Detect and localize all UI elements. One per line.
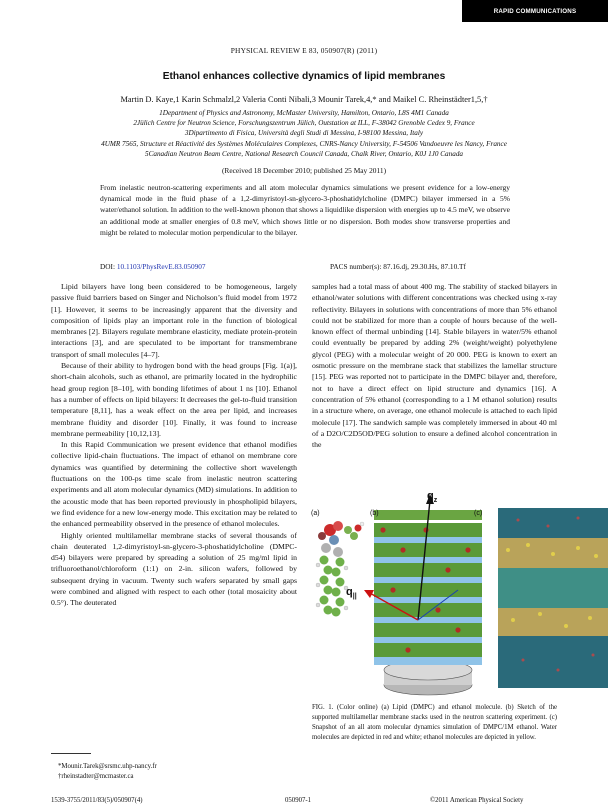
author-list: Martin D. Kaye,1 Karin Schmalzl,2 Valeria Conti Nibali,3 Mounir Tarek,4,* and Maikel C. Rheinstädter1,5,† — [120, 95, 488, 104]
panel-a-label: (a) — [311, 510, 320, 517]
affiliation-1: 1Department of Physics and Astronomy, McMaster University, Hamilton, Ontario, L8S 4M1 Canada — [159, 109, 449, 117]
lipid-molecule-icon — [316, 521, 364, 617]
figure-1-caption: FIG. 1. (Color online) (a) Lipid (DMPC) and ethanol molecule. (b) Sketch of the supported multilamellar membrane stacks used in the neutron scattering experiment. (c) Snapshot of an all atom molecular dynamics simulation of DMPC/1M ethanol. Water molecules are depicted in red and white; ethanol molecules are depicted in yellow. — [312, 704, 557, 741]
right-column — [312, 281, 557, 450]
panel-c-label: (c) — [474, 510, 483, 517]
doi-link[interactable]: 10.1103/PhysRevE.83.050907 — [116, 262, 206, 271]
paper-title: Ethanol enhances collective dynamics of lipid membranes — [162, 71, 446, 82]
md-snapshot-image — [498, 508, 608, 688]
journal-header: PHYSICAL REVIEW E 83, 050907(R) (2011) — [230, 46, 378, 55]
doi-line — [100, 262, 206, 271]
paragraph-3: In this Rapid Communication we present evidence that ethanol modifies collective lipid-chain fluctuations. The impact of ethanol on membrane core dynamics was quantified by determining the collective short wavelength fluctuations on the 100-ps time scale from inelastic neutron scattering experiments and all atom molecular dynamics (MD) simulations. In addition to the acoustic mode that has been reported previously in phospholipid bilayers, we find evidence for a new low-energy mode. This excitation may be related to the enhanced permeability observed in the presence of ethanol molecules. — [51, 440, 297, 529]
received-date: (Received 18 December 2010; published 25 May 2011) — [221, 166, 387, 175]
qz-subscript: z — [433, 497, 438, 505]
qz-symbol: q — [427, 490, 434, 502]
footer-copyright: ©2011 American Physical Society — [430, 797, 524, 804]
paragraph-2: Because of their ability to hydrogen bond with the head groups [Fig. 1(a)], short-chain alcohols, such as ethanol, are primarily located in the hydrophilic head group region [8–10], with bonding lifetimes of about 1 ns [10]. Ethanol has a number of effects on lipid bilayers: It decreases the gel-to-fluid transition temperature [8,11], has a weak effect on the area per lipid, and increases membrane fluidity and disorder [10]. Finally, it was found to increase membrane permeability [10,12,13]. — [51, 361, 297, 438]
qpar-symbol: q — [346, 586, 353, 598]
panel-b-label: (b) — [370, 510, 379, 517]
footnote-rule — [51, 753, 91, 754]
footnote-2: †rheinstadter@mcmaster.ca — [58, 773, 134, 780]
footer-issn: 1539-3755/2011/83(5)/050907(4) — [51, 797, 143, 804]
paragraph-5: samples had a total mass of about 400 mg. The stability of stacked bilayers in ethanol/water solutions with different concentrations was checked using x-ray reflectivity. Bilayers in solutions with concentrations of more than 5% ethanol could not be stabilized for more than a couple of hours because of the well-known effect of thermal unbinding [14]. Stable bilayers in water/5% ethanol could eventually be prepared by adding 2% (weight/weight) polyethylene glycol (PEG) with a molecular weight of 20 000. PEG is known to exert an osmotic pressure on the membrane stack that stabilizes the lamellar structure [15]. PEG was reported not to participate in the DMPC bilayer and, therefore, not to have a direct effect on lipid structure and dynamics [16]. A concentration of 5% ethanol (corresponding to a 1 M ethanol solution) results in a structure where, on average, one ethanol molecule is attached to each lipid molecule [17]. The sandwich sample was completely immersed in about 40 ml of a D2O/C2D5OD/PEG solution to ensure a defined alcohol concentration in the — [312, 282, 557, 450]
doi-label: DOI: — [100, 262, 115, 271]
pacs-numbers: PACS number(s): 87.16.dj, 29.30.Hs, 87.10.Tf — [330, 262, 466, 271]
footnote-1: *Mounir.Tarek@srsmc.uhp-nancy.fr — [58, 763, 157, 770]
affiliation-5: 5Canadian Neutron Beam Centre, National Research Council Canada, Chalk River, Ontario, K0J 1J0 Canada — [144, 150, 464, 158]
qpar-label — [346, 586, 357, 600]
affiliation-4: 4UMR 7565, Structure et Réactivité des Systèmes Moléculaires Complexes, CNRS-Nancy University, F-54506 Vandoeuvre les Nancy, France — [101, 140, 507, 148]
figure-1 — [308, 490, 608, 700]
affiliation-3: 3Dipartimento di Fisica, Università degli Studi di Messina, I-98100 Messina, Italy — [184, 129, 424, 137]
paragraph-1: Lipid bilayers have long been considered to be homogeneous, largely passive fluid barriers based on Singer and Nicholson’s fluid model from 1972 [1]. However, it seems to be increasingly apparent that the diversity and composition of lipids play an important role in the function of biological membranes [2]. Bilayers regulate membrane elasticity, mediate protein-protein interactions [3], and are speculated to be important for transmembrane transport of small molecules [4–7]. — [51, 282, 297, 359]
rapid-communications-banner — [462, 0, 608, 22]
affiliation-2: 2Jülich Centre for Neutron Science, Forschungszentrum Jülich, Outstation at ILL, F-38042 Grenoble Cedex 9, France — [133, 119, 475, 127]
membrane-stack-icon — [364, 494, 482, 695]
abstract: From inelastic neutron-scattering experiments and all atom molecular dynamics simulations we present evidence for a low-energy dynamical mode in the fluid phase of a 1,2-dimyristoyl-sn-glycero-3-phoshatidylcholine (DMPC) bilayer immersed in a 5% water/ethanol solution. In addition to the well-known phonon that shows a liquidlike dispersion with energies up to 4.5 meV, we observe an additional mode at smaller energies of 0.8 meV, which shows little or no dispersion. Both modes show transverse properties and might be related to molecular motion perpendicular to the bilayer. — [100, 183, 510, 237]
qz-label — [427, 490, 437, 504]
paragraph-4: Highly oriented multilamellar membrane stacks of several thousands of chain deuterated 1,2-dimyristoyl-sn-glycero-3-phoshatidylcholine (DMPC-d54) bilayers were prepared by spreading a solution of 25 mg/ml lipid in trifluoroethanol/chloroform (1:1) on 2-in. silicon wafers, followed by subsequent drying in vacuum. Twenty such wafers separated by small gaps were combined and aligned with respect to each other (total mosaicity about 0.5°). The deuterated — [51, 530, 297, 608]
bilayer-layers — [374, 510, 482, 665]
footer-page-number: 050907-1 — [285, 797, 312, 804]
left-column — [51, 281, 297, 609]
banner-text: RAPID COMMUNICATIONS — [493, 7, 577, 15]
qpar-subscript: || — [352, 593, 357, 601]
